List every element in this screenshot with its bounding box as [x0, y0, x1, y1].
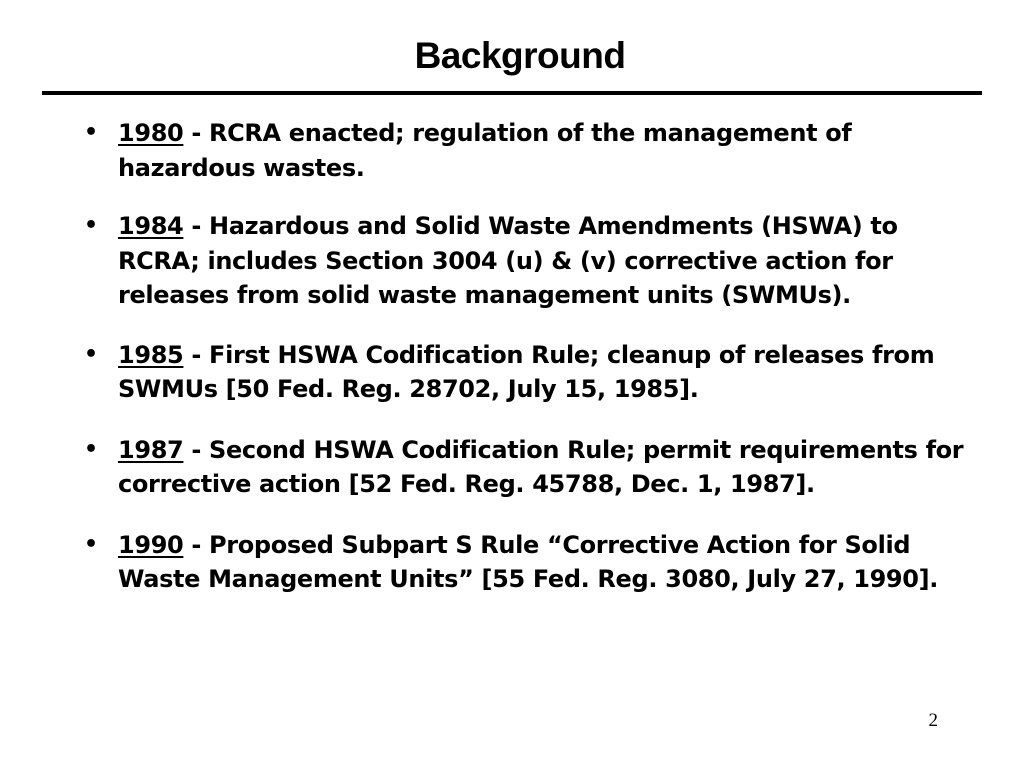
- bullet-text: - RCRA enacted; regulation of the management of hazardous wastes.: [118, 119, 852, 182]
- bullet-point: •: [84, 213, 98, 238]
- title-divider: [42, 91, 982, 95]
- bullet-point: •: [84, 531, 98, 557]
- bullet-year: 1984: [118, 212, 184, 240]
- page-number: 2: [928, 710, 938, 731]
- bullet-item-1990: [84, 528, 964, 597]
- bullet-text: - Proposed Subpart S Rule “Corrective Action for Solid Waste Management Units” [55 Fed. Reg. 3080, July 27, 1990].: [118, 530, 939, 593]
- bullet-item-1984: [84, 209, 964, 313]
- bullet-item-1987: [84, 433, 964, 502]
- bullet-text: - First HSWA Codification Rule; cleanup of releases from SWMUs [50 Fed. Reg. 28702, July 15, 1985].: [118, 340, 935, 403]
- bullet-item-1985: [84, 338, 964, 407]
- bullet-year: 1990: [118, 530, 184, 559]
- slide-title: Background: [414, 35, 626, 76]
- bullet-point: •: [84, 120, 98, 145]
- bullet-text: - Hazardous and Solid Waste Amendments (HSWA) to RCRA; includes Section 3004 (u) & (v) corrective action for releases from solid waste management units (SWMUs).: [118, 212, 898, 309]
- bullet-point: •: [84, 436, 98, 462]
- bullet-list: [84, 116, 964, 621]
- bullet-item-1980: [84, 116, 964, 185]
- bullet-point: •: [84, 341, 98, 367]
- bullet-year: 1987: [118, 435, 184, 464]
- bullet-year: 1980: [118, 119, 184, 147]
- bullet-year: 1985: [118, 340, 184, 369]
- bullet-text: - Second HSWA Codification Rule; permit requirements for corrective action [52 Fed. Reg. 45788, Dec. 1, 1987].: [118, 435, 964, 498]
